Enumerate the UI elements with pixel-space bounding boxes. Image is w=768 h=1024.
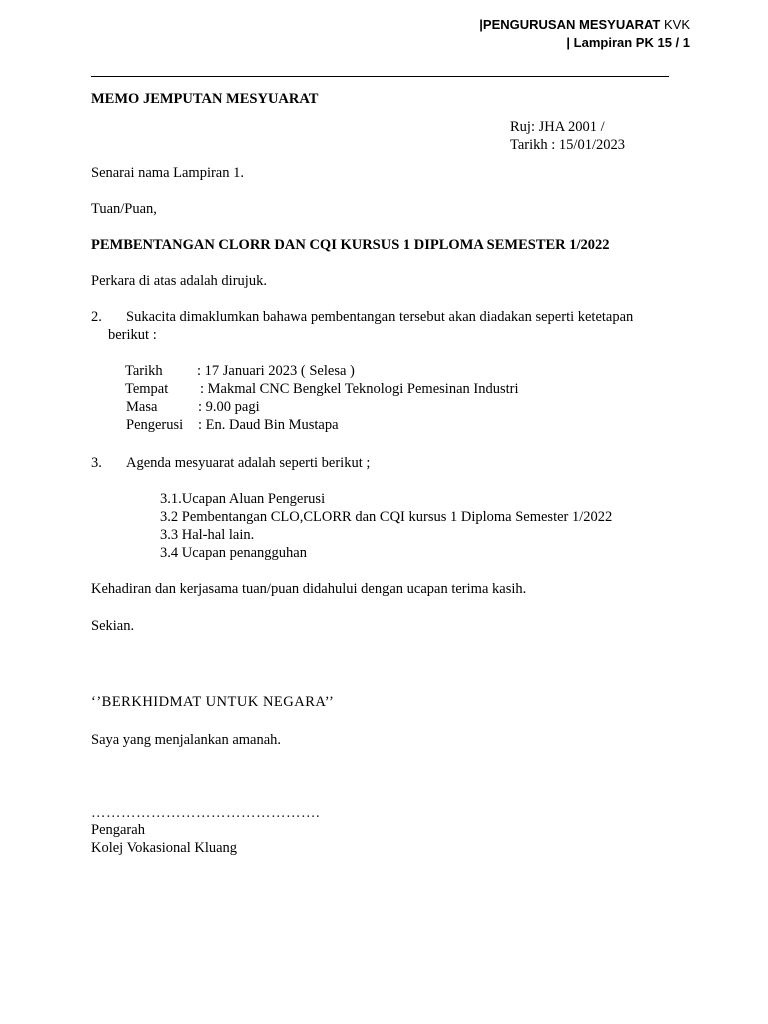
detail-label: Masa <box>126 399 158 415</box>
paragraph-1: Perkara di atas adalah dirujuk. <box>91 273 267 289</box>
memo-date: Tarikh : 15/01/2023 <box>510 137 625 153</box>
detail-row-time <box>126 399 260 416</box>
agenda-item: 3.1.Ucapan Aluan Pengerusi <box>160 491 326 507</box>
header-org: KVK <box>663 17 690 32</box>
header-lampiran: | Lampiran PK 15 / 1 <box>566 35 690 50</box>
header-divider <box>91 76 669 77</box>
amanah-line: Saya yang menjalankan amanah. <box>91 732 282 748</box>
detail-row-date <box>125 363 355 380</box>
memo-subject: PEMBENTANGAN CLORR DAN CQI KURSUS 1 DIPLOMA SEMESTER 1/2022 <box>91 237 610 253</box>
salutation: Tuan/Puan, <box>91 201 157 217</box>
signatory-organization: Kolej Vokasional Kluang <box>91 840 238 856</box>
reference-number: Ruj: JHA 2001 / <box>510 119 605 135</box>
detail-label: Tarikh <box>125 363 163 379</box>
paragraph-2-line-1: Sukacita dimaklumkan bahawa pembentangan tersebut akan diadakan seperti ketetapan <box>126 309 634 325</box>
agenda-item: 3.4 Ucapan penangguhan <box>160 545 307 561</box>
agenda-item: 3.3 Hal-hal lain. <box>160 527 255 543</box>
paragraph-3-text: Agenda mesyuarat adalah seperti berikut ; <box>126 455 371 471</box>
detail-row-chair <box>126 417 339 434</box>
header-title-line <box>479 17 690 32</box>
header-prefix: | <box>479 17 483 32</box>
memo-heading: MEMO JEMPUTAN MESYUARAT <box>91 91 319 107</box>
signature-line: ………………………………………. <box>91 805 321 821</box>
detail-value: : 17 Januari 2023 ( Selesa ) <box>197 363 355 379</box>
paragraph-3-number: 3. <box>91 455 102 471</box>
detail-label: Pengerusi <box>126 417 184 433</box>
paragraph-2-line-2: berikut : <box>108 327 157 343</box>
detail-value: : Makmal CNC Bengkel Teknologi Pemesinan Industri <box>200 381 519 397</box>
detail-row-place <box>125 381 519 398</box>
detail-value: : En. Daud Bin Mustapa <box>198 417 339 433</box>
motto: ‘’BERKHIDMAT UNTUK NEGARA’’ <box>91 694 335 710</box>
detail-label: Tempat <box>125 381 169 397</box>
closing-paragraph: Kehadiran dan kerjasama tuan/puan didahului dengan ucapan terima kasih. <box>91 581 527 597</box>
recipient-list-note: Senarai nama Lampiran 1. <box>91 165 244 181</box>
sekian: Sekian. <box>91 618 135 634</box>
signatory-title: Pengarah <box>91 822 145 838</box>
detail-value: : 9.00 pagi <box>198 399 260 415</box>
paragraph-2-number: 2. <box>91 309 102 325</box>
agenda-item: 3.2 Pembentangan CLO,CLORR dan CQI kursus 1 Diploma Semester 1/2022 <box>160 509 613 525</box>
header-title: PENGURUSAN MESYUARAT <box>482 17 661 32</box>
